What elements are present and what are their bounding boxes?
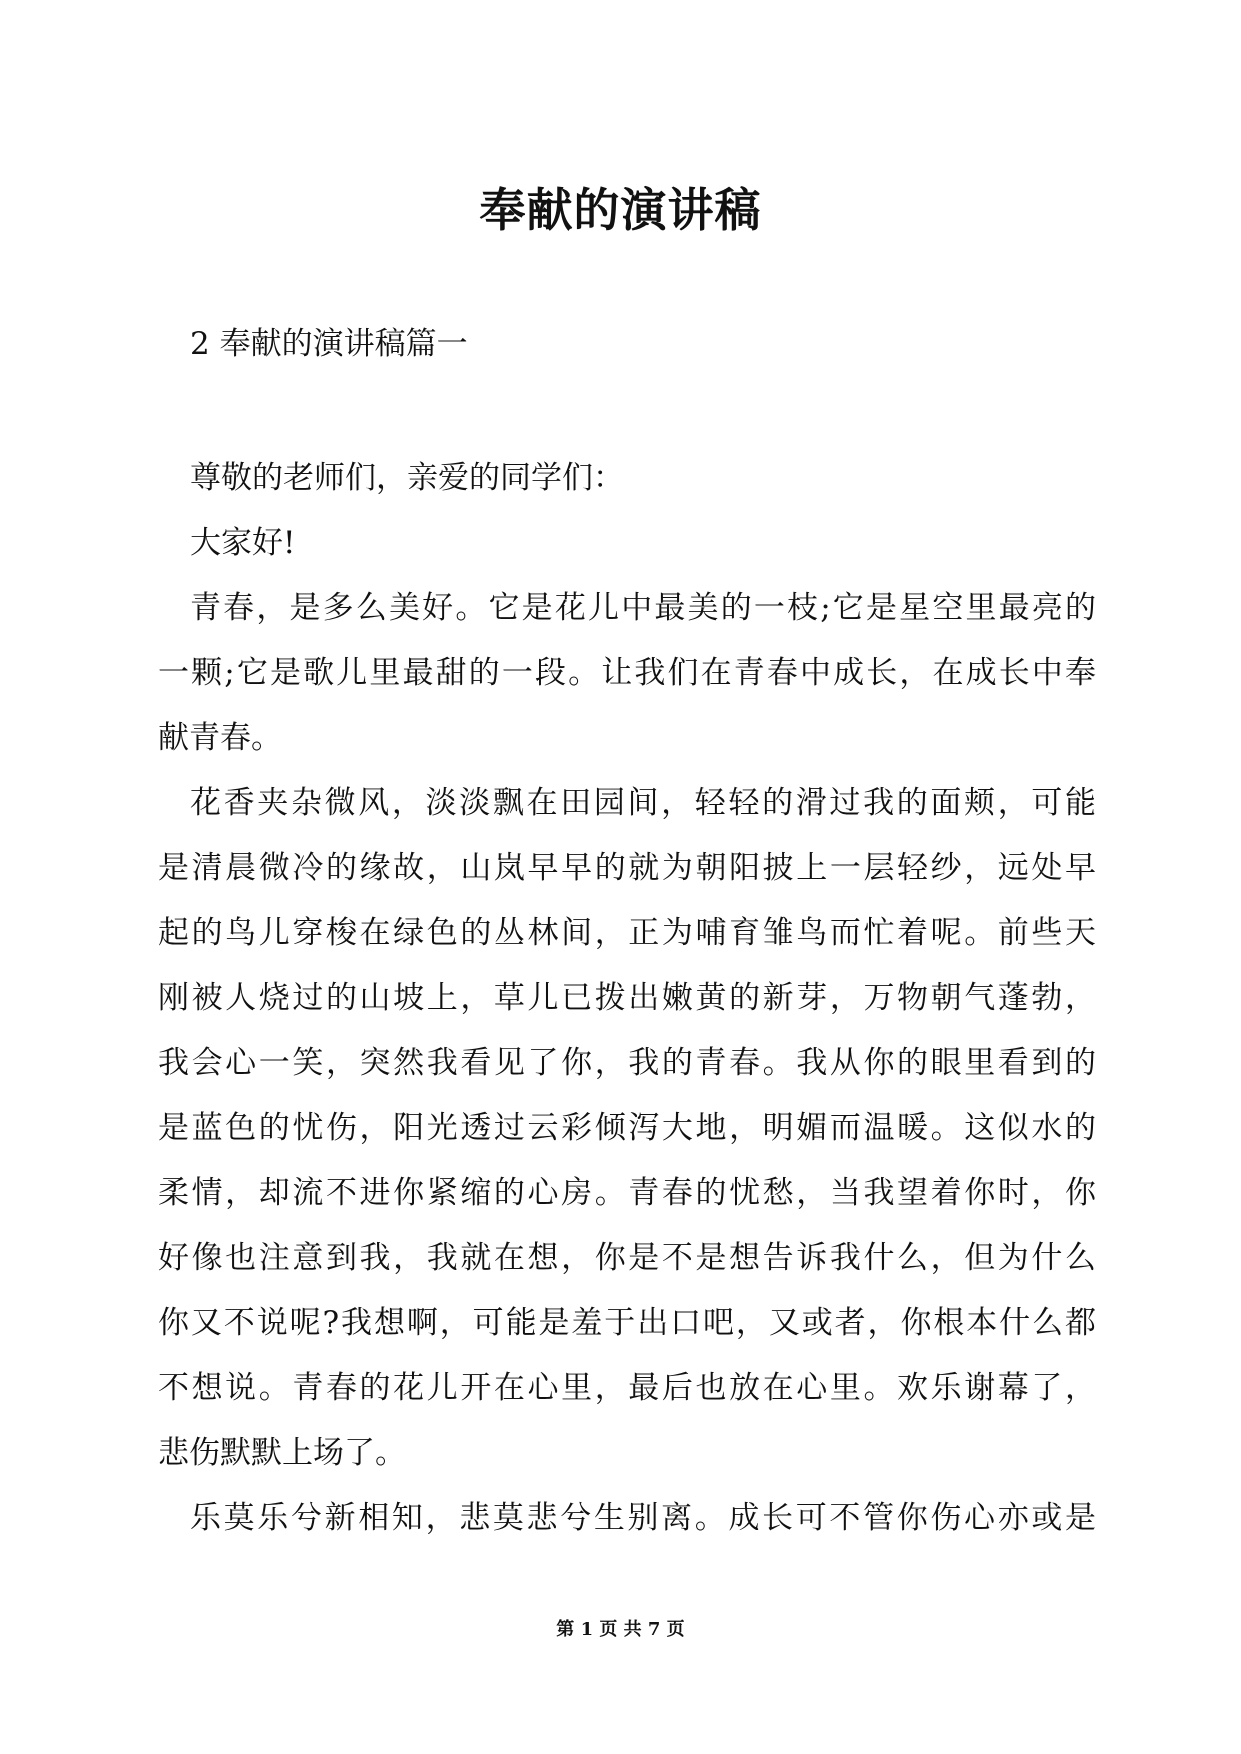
paragraph-line: 献青春。	[158, 720, 282, 756]
paragraph-line: 花香夹杂微风，淡淡飘在田园间，轻轻的滑过我的面颊，可能	[190, 785, 1096, 821]
body-paragraph	[158, 576, 1096, 771]
paragraph-line: 大家好!	[190, 525, 296, 561]
document-body	[158, 446, 1096, 1551]
paragraph-line: 悲伤默默上场了。	[158, 1435, 406, 1471]
salutation-paragraph	[158, 446, 1096, 511]
paragraph-line: 是清晨微冷的缘故，山岚早早的就为朝阳披上一层轻纱，远处早	[158, 850, 1096, 886]
page-footer: 第 1 页 共 7 页	[556, 1619, 685, 1640]
paragraph-line: 好像也注意到我，我就在想，你是不是想告诉我什么，但为什么	[158, 1240, 1096, 1276]
paragraph-line: 起的鸟儿穿梭在绿色的丛林间，正为哺育雏鸟而忙着呢。前些天	[158, 915, 1096, 951]
paragraph-line: 一颗;它是歌儿里最甜的一段。让我们在青春中成长，在成长中奉	[158, 655, 1096, 691]
body-paragraph	[158, 771, 1096, 1486]
paragraph-line: 青春，是多么美好。它是花儿中最美的一枝;它是星空里最亮的	[190, 590, 1096, 626]
document-title: 奉献的演讲稿	[479, 183, 762, 237]
paragraph-line: 我会心一笑，突然我看见了你，我的青春。我从你的眼里看到的	[158, 1045, 1096, 1081]
section-heading: 2 奉献的演讲稿篇一	[190, 326, 468, 362]
paragraph-line: 尊敬的老师们，亲爱的同学们：	[190, 460, 624, 496]
paragraph-line: 刚被人烧过的山坡上，草儿已拨出嫩黄的新芽，万物朝气蓬勃，	[158, 980, 1096, 1016]
paragraph-line: 不想说。青春的花儿开在心里，最后也放在心里。欢乐谢幕了，	[158, 1370, 1096, 1406]
greeting-paragraph	[158, 511, 1096, 576]
paragraph-line: 乐莫乐兮新相知，悲莫悲兮生别离。成长可不管你伤心亦或是	[190, 1500, 1096, 1536]
paragraph-line: 你又不说呢?我想啊，可能是羞于出口吧，又或者，你根本什么都	[158, 1305, 1096, 1341]
paragraph-line: 是蓝色的忧伤，阳光透过云彩倾泻大地，明媚而温暖。这似水的	[158, 1110, 1096, 1146]
body-paragraph	[158, 1486, 1096, 1551]
paragraph-line: 柔情，却流不进你紧缩的心房。青春的忧愁，当我望着你时，你	[158, 1175, 1096, 1211]
